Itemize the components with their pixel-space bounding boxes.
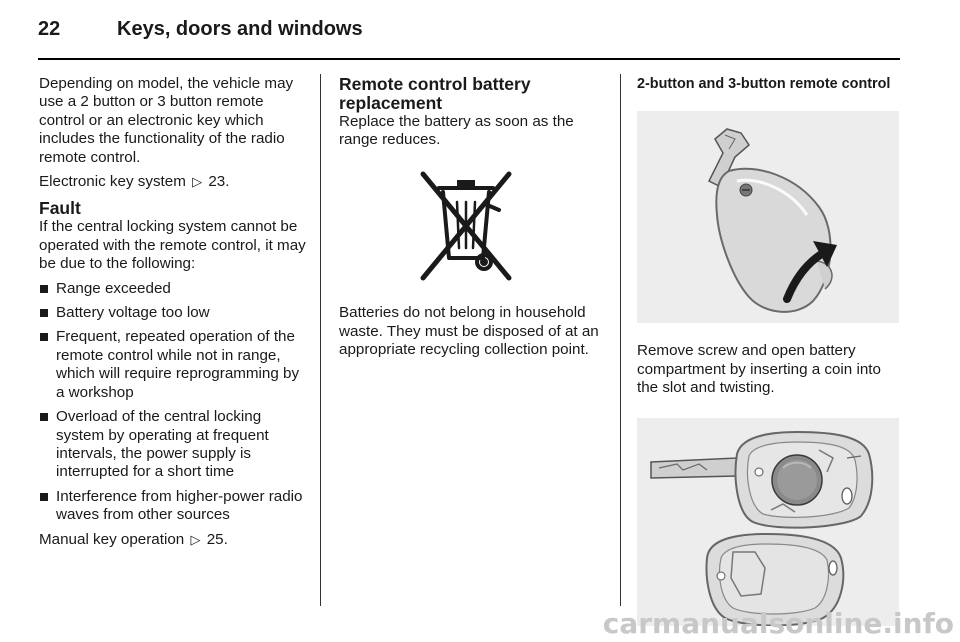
- bullet-icon: [40, 309, 48, 317]
- arrow-reference-icon: ▷: [192, 174, 203, 190]
- list-item-text: Battery voltage too low: [56, 304, 210, 322]
- electronic-key-text: Electronic key system: [39, 173, 186, 191]
- list-item: [39, 408, 307, 482]
- remote-control-heading: 2-button and 3-button remote control: [637, 76, 891, 92]
- list-item-text: Interference from higher-power radio waves from other sources: [56, 487, 303, 524]
- electronic-key-page: 23.: [208, 173, 230, 191]
- battery-replacement-heading: Remote control battery replacement: [339, 74, 531, 113]
- header-rule: [38, 58, 900, 60]
- list-item: [39, 304, 307, 322]
- page-number: 22: [38, 18, 61, 40]
- battery-replacement-intro: Replace the battery as soon as the range reduces.: [339, 113, 574, 149]
- crossed-bin-icon: [415, 170, 515, 285]
- remote-instruction: Remove screw and open battery compartment by inserting a coin into the slot and twisting.: [637, 342, 881, 397]
- list-item: [39, 328, 307, 402]
- intro-paragraph: Depending on model, the vehicle may use a 2 button or 3 button remote control or an electronic key which includes the functionality of the radio remote control.: [39, 75, 294, 166]
- column-left: [39, 75, 307, 555]
- manual-key-text: Manual key operation: [39, 530, 185, 548]
- manual-key-page: 25.: [206, 530, 228, 548]
- bullet-icon: [40, 413, 48, 421]
- column-divider-1: [320, 74, 321, 606]
- remote-key-illustration: [637, 111, 899, 323]
- list-item: [39, 488, 307, 525]
- list-item-text: Frequent, repeated operation of the remote control while not in range, which will require reprogramming by a workshop: [56, 328, 300, 401]
- fault-heading: Fault: [39, 198, 81, 219]
- electronic-key-reference: [39, 173, 307, 191]
- bullet-icon: [40, 493, 48, 501]
- list-item: [39, 280, 307, 298]
- battery-disposal-text: Batteries do not belong in household waste. They must be disposed of at an appropriate recycling collection point.: [339, 304, 599, 359]
- column-middle: [339, 75, 607, 365]
- column-divider-2: [620, 74, 621, 606]
- page-title: Keys, doors and windows: [117, 18, 363, 40]
- battery-compartment-illustration: [637, 418, 899, 626]
- bullet-icon: [40, 285, 48, 293]
- arrow-reference-icon: ▷: [190, 531, 201, 547]
- fault-list: [39, 280, 307, 525]
- watermark: carmanualsonline.info: [602, 607, 954, 640]
- fault-intro: If the central locking system cannot be operated with the remote control, it may be due to the following:: [39, 218, 306, 273]
- column-right: [637, 75, 901, 631]
- list-item-text: Range exceeded: [56, 279, 171, 297]
- bullet-icon: [40, 333, 48, 341]
- list-item-text: Overload of the central locking system by operating at frequent intervals, the power supply is interrupted for a short time: [56, 408, 269, 481]
- manual-key-reference: [39, 531, 307, 549]
